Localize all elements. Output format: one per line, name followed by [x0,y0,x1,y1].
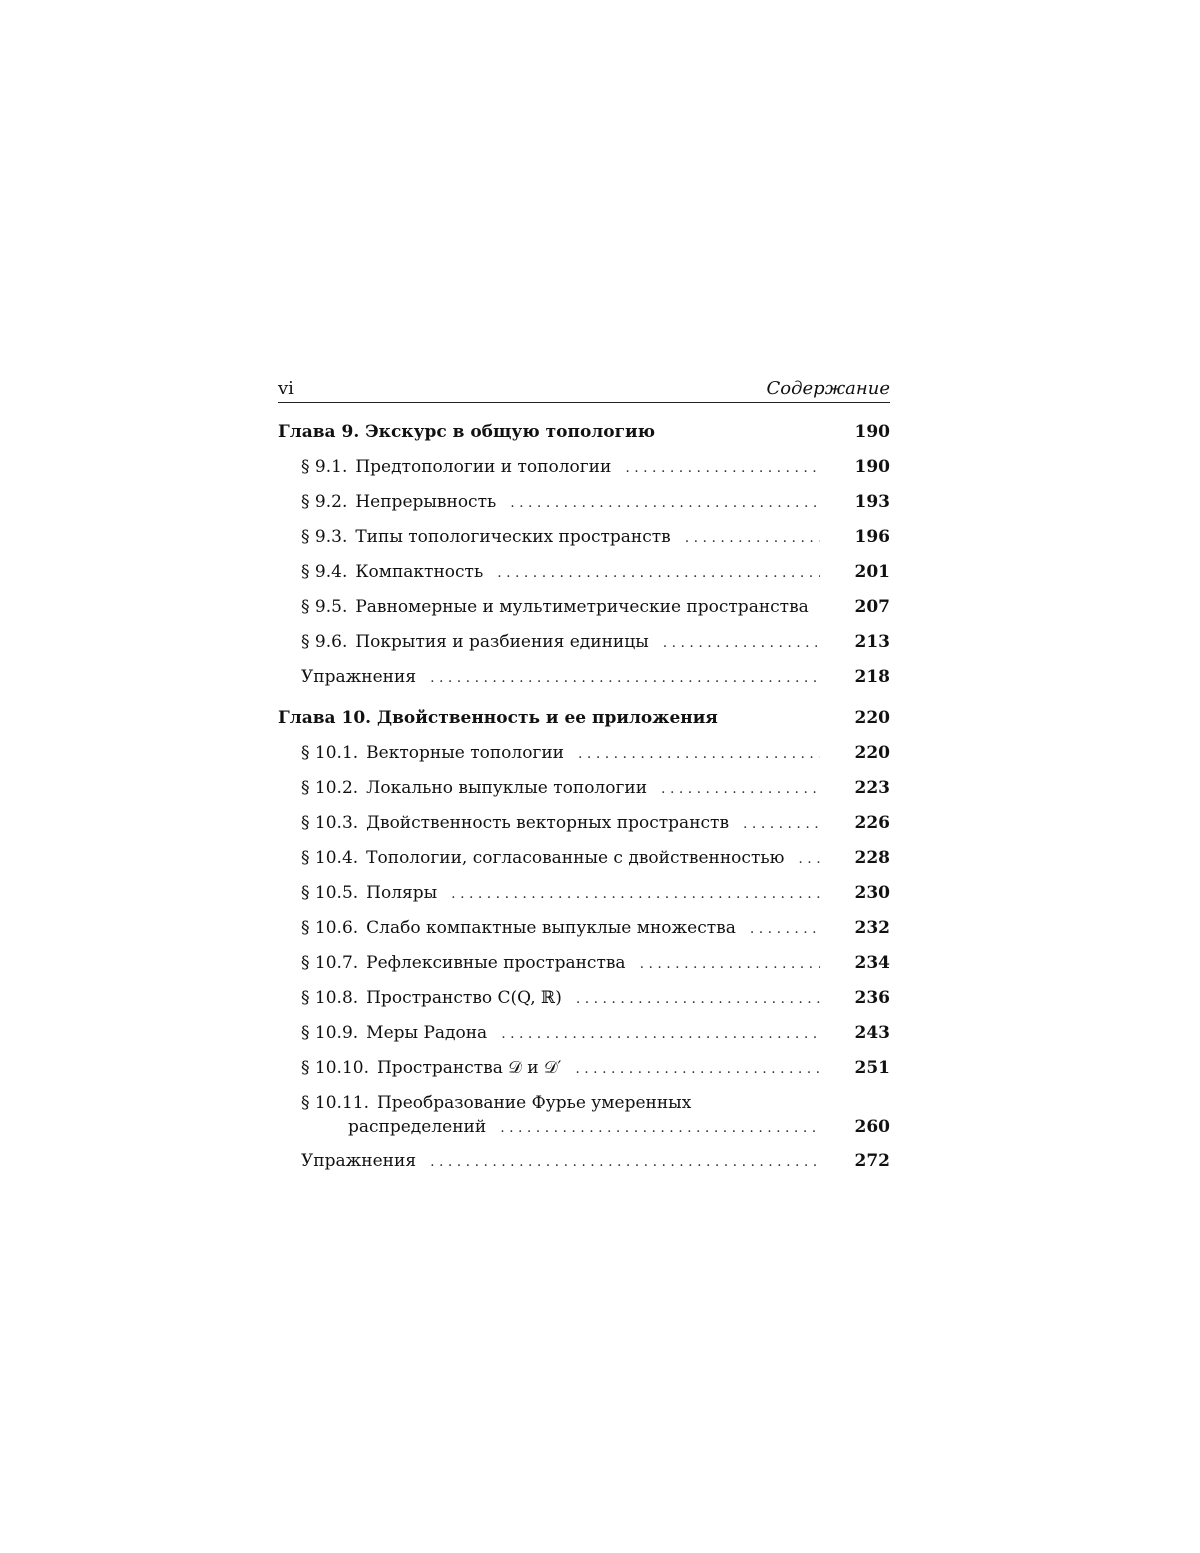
section-number: § 9.3. [301,527,348,547]
section-page: 234 [854,953,890,973]
section-title: Локально выпуклые топологии [366,778,648,798]
section-number: § 10.3. [301,813,359,833]
toc-section[interactable] [278,953,890,988]
section-title: Непрерывность [355,492,497,512]
section-title: Рефлексивные пространства [366,953,626,973]
section-page: 230 [854,883,890,903]
toc-section[interactable] [278,918,890,953]
chapter-title: Глава 9. Экскурс в общую топологию [278,422,656,442]
section-page: 207 [854,597,890,617]
leader-dots [430,1152,820,1172]
section-title: Предтопологии и топологии [355,457,612,477]
section-page: 223 [854,778,890,798]
toc-section[interactable] [278,527,890,562]
section-page: 251 [854,1058,890,1078]
section-title: Преобразование Фурье умеренных [376,1093,692,1113]
chapter-page: 220 [854,708,890,728]
section-number: § 10.9. [301,1023,359,1043]
leader-dots [430,668,820,688]
leader-dots [661,779,820,799]
section-title: Упражнения [301,1151,417,1171]
running-title: Содержание [766,378,890,399]
leader-dots [750,919,820,939]
section-number: § 10.5. [301,883,359,903]
table-of-contents [278,422,890,1186]
section-title: Компактность [355,562,484,582]
toc-section[interactable] [278,813,890,848]
section-page: 220 [854,743,890,763]
section-title: Покрытия и разбиения единицы [355,632,649,652]
section-page: 260 [854,1117,890,1137]
chapter-title: Глава 10. Двойственность и ее приложения [278,708,718,728]
leader-dots [625,458,820,478]
section-title: Типы топологических пространств [355,527,671,547]
section-number: § 9.2. [301,492,348,512]
section-title: Поляры [366,883,438,903]
leader-dots [798,849,820,869]
leader-dots [497,563,820,583]
leader-dots [501,1024,820,1044]
leader-dots [663,633,820,653]
section-title: Упражнения [301,667,417,687]
leader-dots [576,989,820,1009]
section-number: § 10.2. [301,778,359,798]
section-number: § 9.6. [301,632,348,652]
section-page: 193 [854,492,890,512]
section-page: 196 [854,527,890,547]
section-title: Топологии, согласованные с двойственностью [366,848,785,868]
section-page: 190 [854,457,890,477]
toc-section[interactable] [278,562,890,597]
toc-section[interactable] [278,1023,890,1058]
section-page: 243 [854,1023,890,1043]
leader-dots [500,1118,820,1138]
page-number: vi [278,378,294,399]
section-number: § 10.8. [301,988,359,1008]
toc-section[interactable] [278,743,890,778]
section-title: Векторные топологии [366,743,565,763]
toc-exercises[interactable] [278,667,890,702]
section-page: 201 [854,562,890,582]
leader-dots [640,954,820,974]
toc-section[interactable] [278,883,890,918]
leader-dots [743,814,820,834]
chapter-page: 190 [854,422,890,442]
section-title: Пространства 𝒟 и 𝒟′ [376,1058,562,1078]
document-page [278,380,890,1186]
toc-section[interactable] [278,988,890,1023]
leader-dots [510,493,820,513]
toc-section[interactable] [278,632,890,667]
leader-dots [451,884,820,904]
leader-dots [575,1059,820,1079]
toc-section[interactable] [278,1058,890,1093]
section-number: § 10.11. [301,1093,369,1113]
section-number: § 9.1. [301,457,348,477]
section-page: 236 [854,988,890,1008]
section-page: 272 [854,1151,890,1171]
toc-section[interactable] [278,457,890,492]
section-number: § 10.7. [301,953,359,973]
section-number: § 10.1. [301,743,359,763]
toc-chapter[interactable] [278,708,890,743]
toc-exercises[interactable] [278,1151,890,1186]
leader-dots [578,744,820,764]
toc-section[interactable] [278,848,890,883]
toc-section[interactable] [278,1093,890,1137]
toc-section[interactable] [278,778,890,813]
running-head [278,380,890,403]
section-title: Слабо компактные выпуклые множества [366,918,736,938]
section-title: Двойственность векторных пространств [366,813,730,833]
section-number: § 9.5. [301,597,348,617]
section-number: § 9.4. [301,562,348,582]
toc-section[interactable] [278,597,890,632]
section-number: § 10.4. [301,848,359,868]
toc-chapter[interactable] [278,422,890,457]
leader-dots [685,528,820,548]
section-page: 226 [854,813,890,833]
section-page: 213 [854,632,890,652]
section-title: Меры Радона [366,1023,488,1043]
section-page: 232 [854,918,890,938]
section-page: 228 [854,848,890,868]
section-title: Пространство C(Q, ℝ) [366,988,562,1008]
section-number: § 10.6. [301,918,359,938]
section-title: Равномерные и мультиметрические пространства [355,597,809,617]
section-page: 218 [854,667,890,687]
toc-section[interactable] [278,492,890,527]
section-title-continuation: распределений [348,1117,487,1137]
section-number: § 10.10. [301,1058,369,1078]
